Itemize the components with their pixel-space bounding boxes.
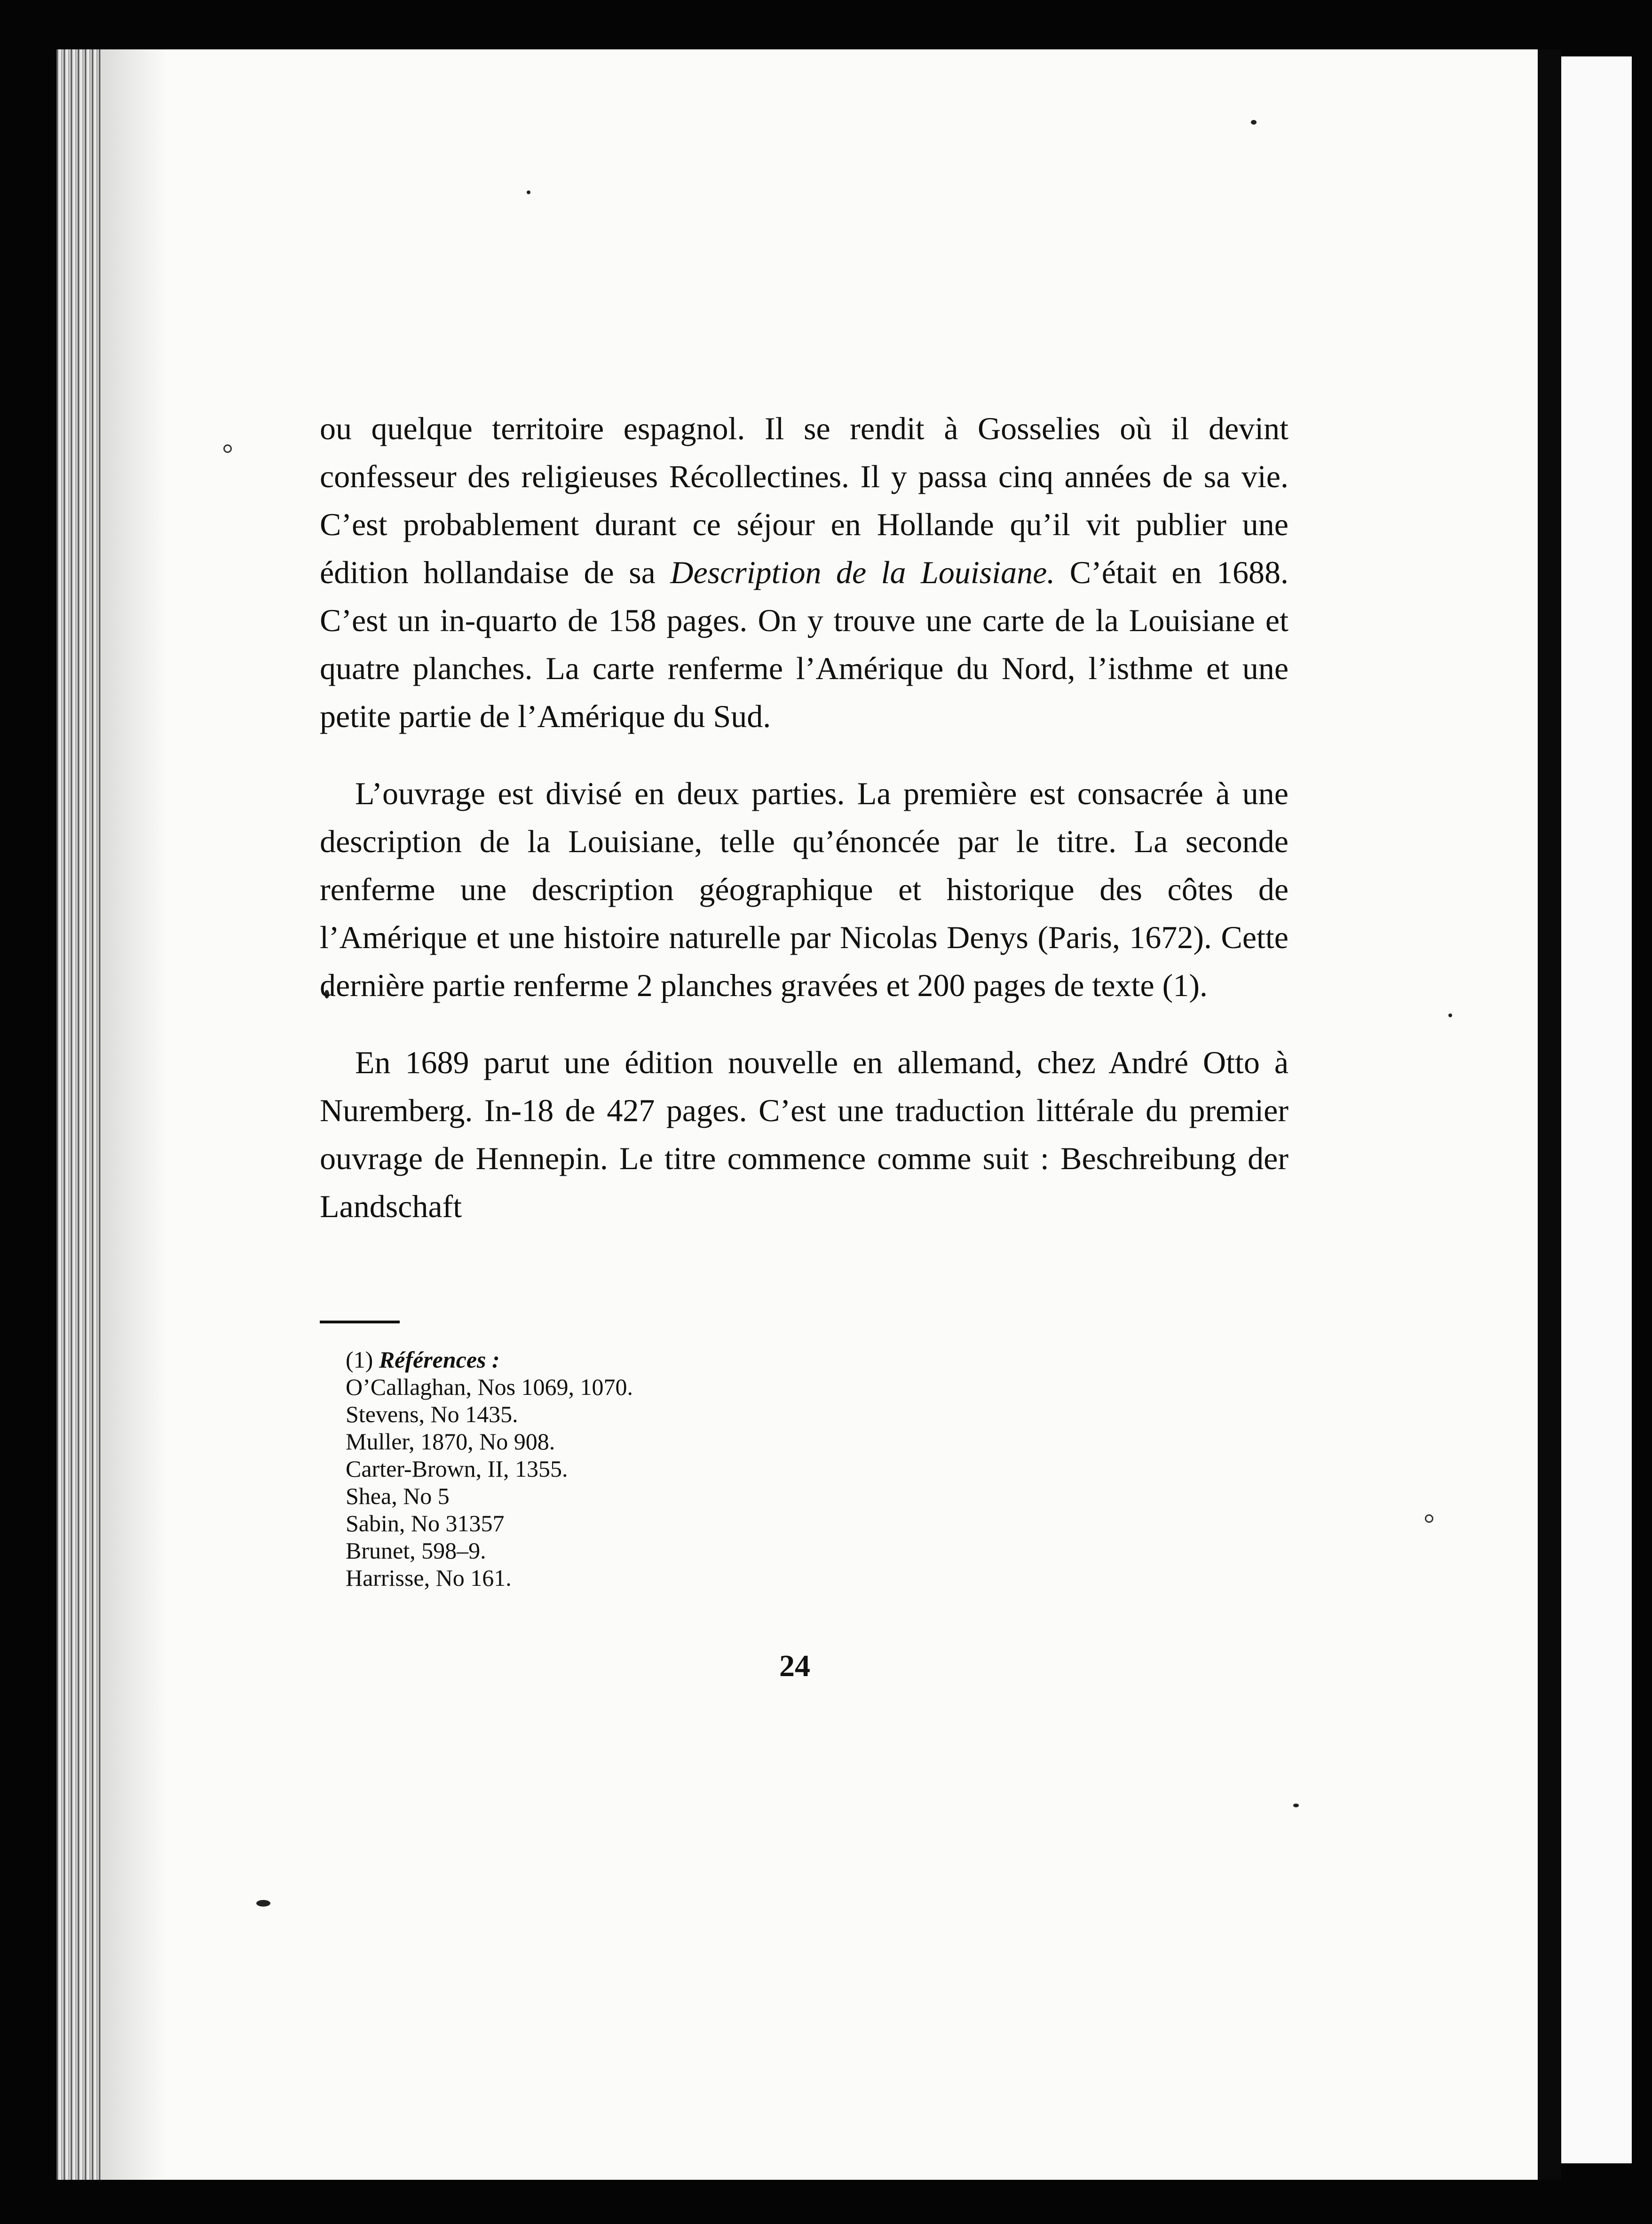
footnote-reference: Carter-Brown, II, 1355.: [346, 1456, 568, 1482]
page-gutter: [56, 49, 101, 2180]
paragraph-3: [320, 1038, 1288, 1230]
footnote-heading: Références :: [379, 1346, 500, 1373]
scan-speck: [527, 190, 530, 194]
footnote-rule: [320, 1321, 400, 1323]
footnote-reference: Harrisse, No 161.: [346, 1565, 512, 1591]
paragraph-2: [320, 769, 1288, 1009]
paragraph-3-segment: En 1689 parut une édition nouvelle en allemand, chez André Otto à Nuremberg. In-18 de 427 pages. C’est une traduction littérale du premier ouvrage de Hennepin. Le titre commence comme suit : Beschreibung der Landschaft: [320, 1045, 1288, 1224]
footnotes: [346, 1346, 1004, 1591]
adjacent-page-edge: [1538, 49, 1561, 2180]
scan-speck: [1448, 1013, 1452, 1017]
footnote-reference: Stevens, No 1435.: [346, 1401, 518, 1427]
footnote-reference: Shea, No 5: [346, 1483, 450, 1509]
paragraph-2-segment: L’ouvrage est divisé en deux parties. La première est consacrée à une description de la Louisiane, telle qu’énoncée par le titre. La seconde renferme une description géographique et historique des côtes de l’Amérique et une histoire naturelle par Nicolas Denys (Paris, 1672). Cette dernière partie renferme 2 planches gravées et 200 pages de texte (1).: [320, 776, 1288, 1003]
scan-speck: [256, 1900, 270, 1907]
body-text: [320, 404, 1288, 1259]
footnote-reference: O’Callaghan, Nos 1069, 1070.: [346, 1374, 633, 1400]
gutter-shadow: [101, 49, 167, 2180]
footnote-marker: (1): [346, 1346, 373, 1373]
adjacent-page-sliver: [1561, 56, 1632, 2163]
paragraph-1: [320, 404, 1288, 740]
scan-speck: [1293, 1804, 1299, 1807]
footnote-heading-line: [346, 1346, 1004, 1373]
footnote-reference: Muller, 1870, No 908.: [346, 1428, 555, 1455]
scan-speck: [1425, 1514, 1433, 1523]
footnote-reference: Sabin, No 31357: [346, 1510, 505, 1536]
page-number: 24: [779, 1649, 810, 1683]
footnote-reference: Brunet, 598–9.: [346, 1537, 486, 1564]
book-title-italic: Description de la Louisiane.: [670, 554, 1055, 590]
scan-speck: [1251, 120, 1257, 125]
paragraph-1-segment: C’était en 1688. C’est un in-quarto de 158 pages. On y trouve une carte de la Louisiane et quatre planches. La carte renferme l’Amérique du Nord, l’isthme et une petite partie de l’Amérique du Sud.: [320, 554, 1288, 734]
paragraph-1-segment: ou quelque territoire espagnol. Il se rendit à Gosselies où il devint confesseur des religieuses Récollectines. Il y passa cinq années de sa vie. C’est probablement durant ce séjour en Hollande qu’il vit publier une édition hollandaise de sa: [320, 411, 1288, 590]
scan-speck: [223, 444, 232, 453]
